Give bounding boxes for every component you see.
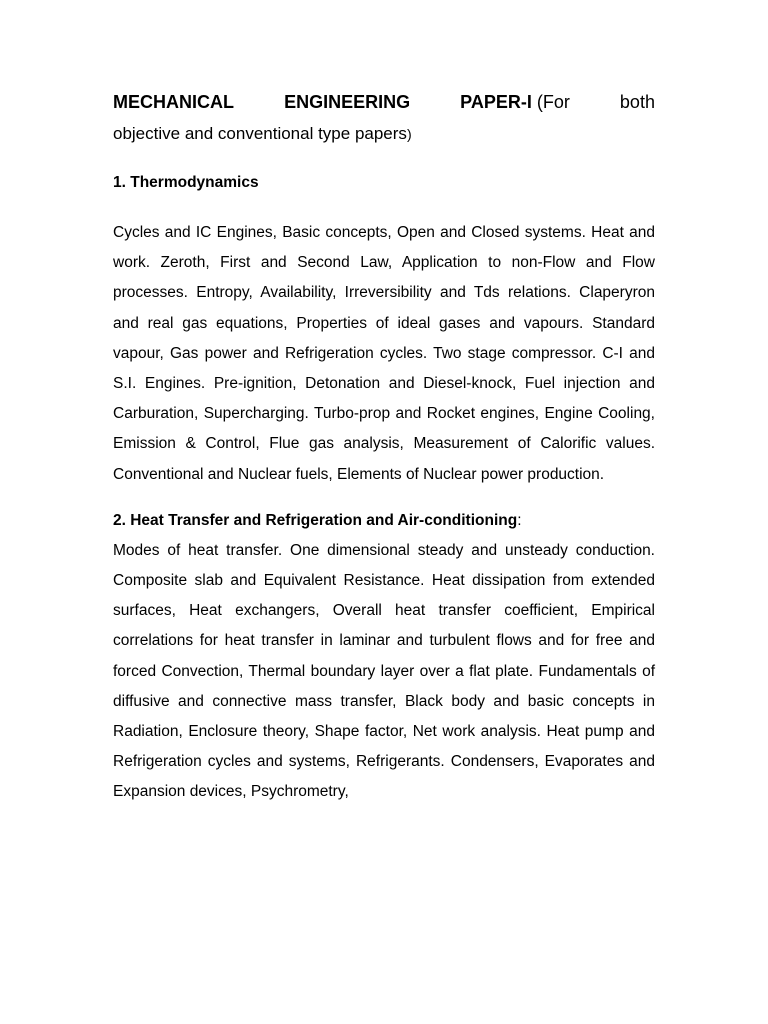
- document-page: [113, 86, 655, 808]
- title-close-paren: ): [406, 126, 412, 142]
- section-body-heat-transfer: Modes of heat transfer. One dimensional steady and unsteady conduction. Composite slab and Equivalent Resistance. Heat dissipation from extended surfaces, Heat exchangers, Overall heat transfer coefficient, Empirical correlations for heat transfer in laminar and turbulent flows and for free and forced Convection, Thermal boundary layer over a flat plate. Fundamentals of diffusive and connective mass transfer, Black body and basic concepts in Radiation, Enclosure theory, Shape factor, Net work analysis. Heat pump and Refrigeration cycles and systems, Refrigerants. Condensers, Evaporates and Expansion devices, Psychrometry,: [113, 541, 655, 801]
- title-word-paper: PAPER-I: [460, 92, 532, 112]
- section-heading-heat-transfer: [113, 506, 655, 536]
- document-title-line-2: [113, 118, 655, 150]
- title-word-for: (For: [536, 92, 570, 112]
- title-word-mechanical: MECHANICAL: [113, 92, 234, 112]
- title-subtitle: objective and conventional type papers: [113, 124, 407, 143]
- section-heading-thermodynamics: 1. Thermodynamics: [113, 174, 259, 191]
- title-word-both: both: [619, 92, 655, 112]
- section-body-thermodynamics: Cycles and IC Engines, Basic concepts, Open and Closed systems. Heat and work. Zeroth, First and Second Law, Application to non-Flow and Flow processes. Entropy, Availability, Irreversibility and Tds relations. Claperyron and real gas equations, Properties of ideal gases and vapours. Standard vapour, Gas power and Refrigeration cycles. Two stage compressor. C-I and S.I. Engines. Pre-ignition, Detonation and Diesel-knock, Fuel injection and Carburation, Supercharging. Turbo-prop and Rocket engines, Engine Cooling, Emission & Control, Flue gas analysis, Measurement of Calorific values. Conventional and Nuclear fuels, Elements of Nuclear power production.: [113, 224, 655, 483]
- document-title-line-1: [113, 86, 655, 118]
- heat-transfer-heading-colon: :: [517, 511, 522, 529]
- title-word-engineering: ENGINEERING: [284, 92, 411, 112]
- heat-transfer-heading-text: 2. Heat Transfer and Refrigeration and Air-conditioning: [113, 511, 518, 529]
- title-paper-group: [460, 86, 570, 118]
